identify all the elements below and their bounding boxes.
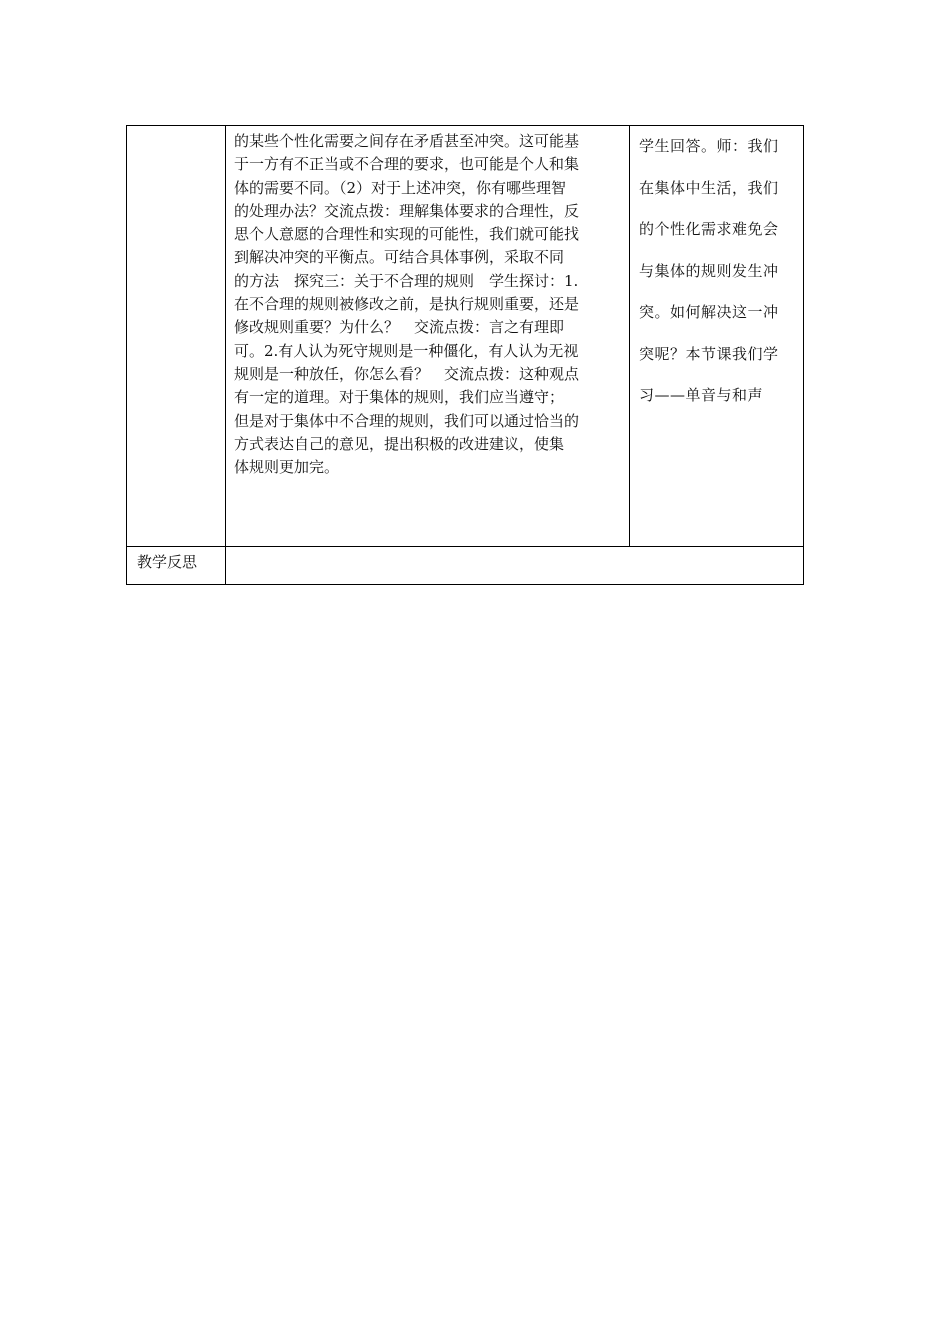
activity-line: 突呢？本节课我们学 xyxy=(639,344,779,363)
activity-line: 在集体中生活，我们 xyxy=(639,178,779,197)
content-line: 但是对于集体中不合理的规则，我们可以通过恰当的 xyxy=(234,411,580,430)
content-line: 可。2.有人认为死守规则是一种僵化，有人认为无视 xyxy=(234,341,579,360)
teacher-activity-text xyxy=(630,126,803,546)
teaching-content-cell xyxy=(226,126,630,547)
content-line: 体的需要不同。（2）对于上述冲突，你有哪些理智 xyxy=(234,178,567,197)
activity-line: 突。如何解决这一冲 xyxy=(639,303,779,321)
lesson-plan-table xyxy=(126,125,804,585)
teacher-activity-cell xyxy=(630,126,804,547)
activity-line: 的个性化需求难免会 xyxy=(639,220,779,238)
content-line: 在不合理的规则被修改之前，是执行规则重要，还是 xyxy=(234,295,580,314)
content-line: 有一定的道理。对于集体的规则，我们应当遵守； xyxy=(234,388,565,407)
content-line: 到解决冲突的平衡点。可结合具体事例，采取不同 xyxy=(234,248,565,267)
reflection-label-cell xyxy=(127,547,226,585)
content-line: 规则是一种放任，你怎么看？ 交流点拨：这种观点 xyxy=(234,364,580,383)
table-row xyxy=(127,547,804,585)
content-line: 的某些个性化需要之间存在矛盾甚至冲突。这可能基 xyxy=(234,132,580,150)
content-line: 体规则更加完。 xyxy=(234,458,340,477)
content-line: 于一方有不正当或不合理的要求，也可能是个人和集 xyxy=(234,155,580,174)
teaching-content-text xyxy=(226,126,629,542)
content-line: 的处理办法？交流点拨：理解集体要求的合理性，反 xyxy=(234,201,580,220)
content-line: 方式表达自己的意见，提出积极的改进建议，使集 xyxy=(234,434,565,453)
reflection-content-cell xyxy=(226,547,804,585)
reflection-content xyxy=(226,547,803,584)
table-row xyxy=(127,126,804,547)
label-cell-empty xyxy=(127,126,226,547)
content-line: 思个人意愿的合理性和实现的可能性，我们就可能找 xyxy=(234,225,580,244)
activity-line: 学生回答。师：我们 xyxy=(639,137,779,155)
content-line: 修改规则重要？为什么？ 交流点拨：言之有理即 xyxy=(234,318,565,337)
content-line: 的方法 探究三：关于不合理的规则 学生探讨：1. xyxy=(234,271,579,290)
reflection-label: 教学反思 xyxy=(137,553,198,571)
activity-line: 习——单音与和声 xyxy=(639,386,764,404)
activity-line: 与集体的规则发生冲 xyxy=(639,261,779,280)
